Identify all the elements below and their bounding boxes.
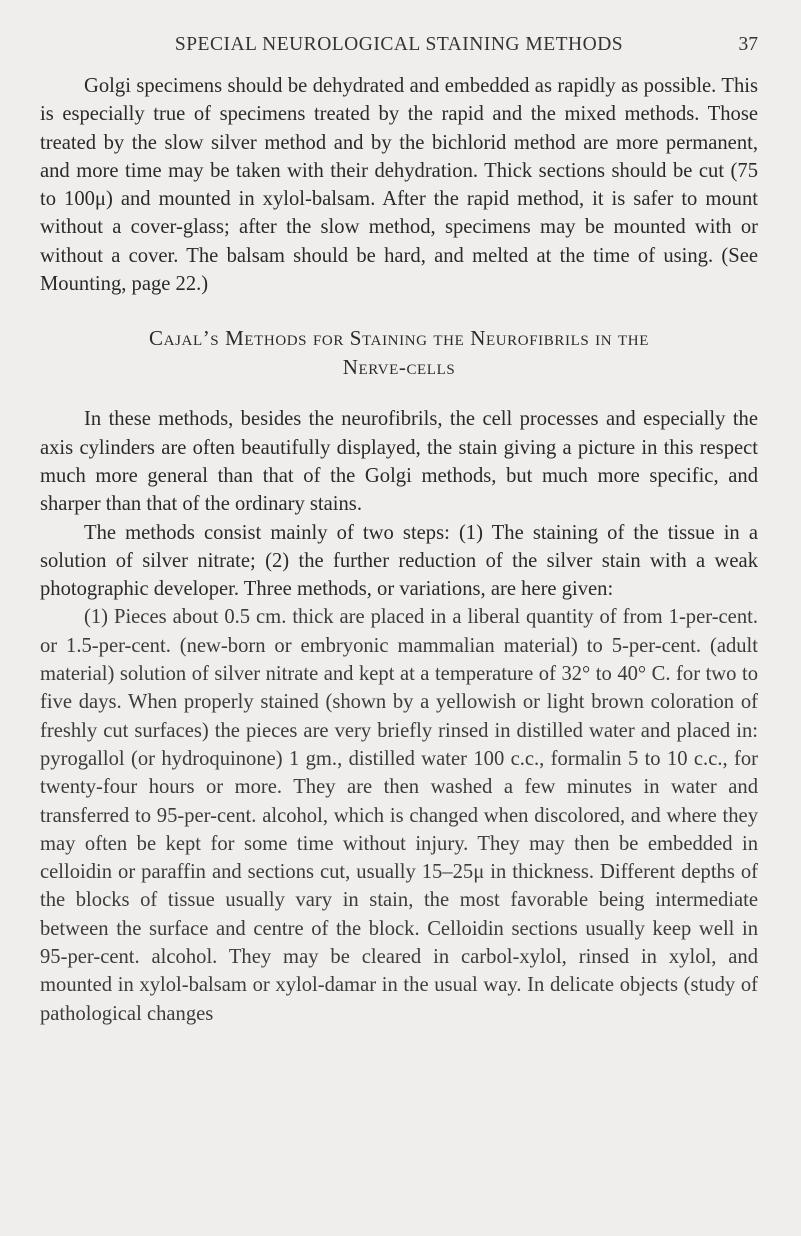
paragraph-method-one: (1) Pieces about 0.5 cm. thick are placed in a liberal quantity of from 1-per-cent. or 1.5-per-cent. (new-born or embryonic mammalian material) to 5-per-cent. (adult material) solution of silver nitrate and kept at a temperature of 32° to 40° C. for two to five days. When properly stained (shown by a yellowish or light brown coloration of freshly cut surfaces) the pieces are very briefly rinsed in distilled water and placed in: pyrogallol (or hydroquinone) 1 gm., distilled water 100 c.c., formalin 5 to 10 c.c., for twenty-four hours or more. They are then washed a few minutes in water and transferred to 95-per-cent. alcohol, which is changed when discolored, and where they may often be kept for some time without injury. They may then be embedded in celloidin or paraffin and sections cut, usually 15–25μ in thickness. Different depths of the blocks of tissue usually vary in stain, the most favorable being intermediate between the surface and centre of the block. Celloidin sections usually keep well in 95-per-cent. alcohol. They may be cleared in carbol-xylol, rinsed in xylol, and mounted in xylol-balsam or xylol-damar in the usual way. In delicate objects (study of pathological changes [40,606,758,1025]
running-head [40,34,758,60]
section-heading-line-2: Nerve-cells [342,355,456,380]
running-title: SPECIAL NEUROLOGICAL STAINING METHODS [174,34,624,55]
paragraph-two-steps: The methods consist mainly of two steps: (1) The staining of the tissue in a solution of silver nitrate; (2) the further reduction of the silver stain with a weak photographic developer. Three methods, or variations, are here given: [40,521,758,601]
paragraph-introduction: In these methods, besides the neurofibrils, the cell processes and especially the axis cylinders are often beautifully displayed, the stain giving a picture in this respect much more general than that of the Golgi methods, but much more specific, and sharper than that of the ordinary stains. [40,408,758,516]
page-body [40,72,758,1028]
paragraph-golgi-dehydration: Golgi specimens should be dehydrated and embedded as rapidly as possible. This is especially true of specimens treated by the rapid and the mixed methods. Those treated by the slow silver method and by the bichlorid method are more permanent, and more time may be taken with their dehydration. Thick sections should be cut (75 to 100μ) and mounted in xylol-balsam. After the rapid method, it is safer to mount without a cover-glass; after the slow method, specimens may be mounted with or without a cover. The balsam should be hard, and melted at the time of using. (See Mounting, page 22.) [40,75,758,296]
section-heading [40,324,758,382]
page-number: 37 [738,34,758,55]
section-heading-line-1: Cajal’s Methods for Staining the Neurofibrils in the [149,326,649,351]
